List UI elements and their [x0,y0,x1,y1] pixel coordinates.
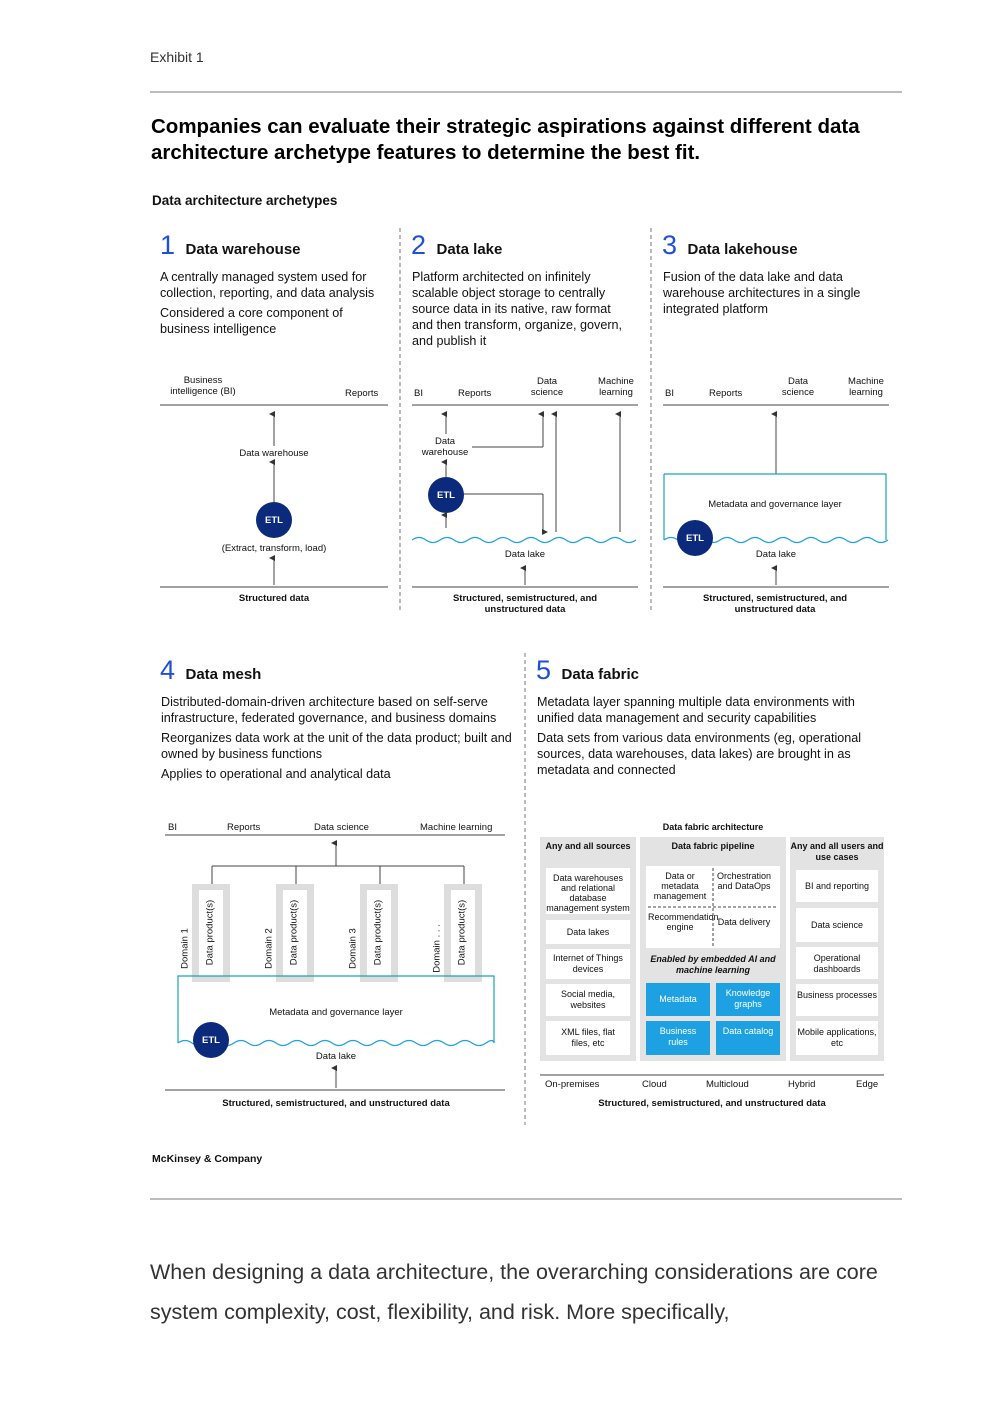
d3-layer-label: Metadata and governance layer [708,499,842,510]
d5-pipeline-item: Orchestration and DataOps [716,871,772,891]
d4-bottom-label: Structured, semistructured, and unstructured data [222,1098,450,1109]
d4-product-1: Data product(s) [204,899,216,966]
desc-line: A centrally managed system used for collection, reporting, and data analysis [160,270,375,300]
d5-blue-item: Metadata [659,994,697,1004]
archetype-5-number: 5 [536,655,552,685]
desc-line: Data sets from various data environments (eg, operational sources, data warehouses, data lakes) are brought in as metadata and connected [537,731,862,777]
d5-pipeline-item: Data delivery [717,917,771,927]
data-lake-wave [412,538,636,543]
d5-env-item: Hybrid [788,1079,816,1090]
archetype-2-number: 2 [411,230,427,260]
d5-env-item: On-premises [545,1079,600,1090]
d5-user-item: Data science [810,920,864,930]
d5-sources-head: Any and all sources [545,841,631,851]
d4-science-label: Data science [314,822,369,833]
d4-bi-label: BI [168,822,177,833]
d5-source-item: Internet of Things devices [553,953,623,974]
d5-blue-item: Knowledge graphs [725,988,771,1009]
d4-product-3: Data product(s) [372,899,384,966]
archetype-4-number: 4 [160,655,176,685]
d5-pipeline-item: Recommendation engine [648,912,719,932]
d5-source-item: XML files, flat files, etc [561,1027,615,1048]
d4-etl-label: ETL [202,1035,220,1046]
d4-reports-label: Reports [227,822,261,833]
d5-user-item: Business processes [796,990,878,1000]
d5-env-item: Edge [856,1079,879,1090]
d1-etl-caption: (Extract, transform, load) [221,543,327,554]
d3-reports-label: Reports [709,388,743,399]
d5-enabled-note: Enabled by embedded AI and machine learning [650,954,776,975]
d3-science-label: Data science [781,376,815,398]
d5-bottom-label: Structured, semistructured, and unstructured data [598,1098,826,1109]
archetype-3-title: Data lakehouse [687,241,798,258]
archetype-2-title: Data lake [436,241,503,258]
d3-lake-label: Data lake [755,549,797,560]
d5-title: Data fabric architecture [662,822,764,832]
d2-science-label: Data science [530,376,564,398]
d3-ml-label: Machine learning [848,376,884,398]
d4-product-n: Data product(s) [456,899,468,966]
d3-bottom-label: Structured, semistructured, and unstructured data [702,593,848,615]
d2-bottom-label: Structured, semistructured, and unstructured data [452,593,598,615]
desc-line: Distributed-domain-driven architecture based on self-serve infrastructure, federated governance, and business domains [161,695,497,725]
d5-pipeline-item: Data or metadata management [653,871,707,901]
d4-layer-label: Metadata and governance layer [269,1007,403,1018]
archetype-3-number: 3 [662,230,678,260]
desc-line: Reorganizes data work at the unit of the data product; built and owned by business functions [161,731,512,761]
d5-user-item: BI and reporting [804,881,870,891]
d5-env-item: Multicloud [706,1079,749,1090]
headline: Companies can evaluate their strategic aspirations against different data architecture archetype features to determine the best fit. [151,115,860,164]
exhibit-label: Exhibit 1 [150,49,204,65]
archetype-1-title: Data warehouse [185,241,301,258]
d4-ml-label: Machine learning [420,822,493,833]
d5-env-item: Cloud [642,1079,667,1090]
d4-domain-3: Domain 3 [347,928,359,969]
d2-reports-label: Reports [458,388,492,399]
d4-domain-2: Domain 2 [263,928,275,969]
desc-line: Fusion of the data lake and data warehouse architectures in a single integrated platform [663,270,861,316]
d4-domain-n: Domain . . . [431,924,443,973]
desc-line: Platform architected on infinitely scalable object storage to centrally source data in its native, raw format and then transform, organize, govern, and publish it [412,270,623,348]
d1-bottom-label: Structured data [238,593,310,604]
d4-domain-1: Domain 1 [179,928,191,969]
d2-ml-label: Machine learning [598,376,634,398]
d5-source-item: Data warehouses and relational database management system [546,873,630,913]
subhead: Data architecture archetypes [152,193,338,208]
d4-product-2: Data product(s) [288,899,300,966]
d5-user-item: Operational dashboards [813,953,861,974]
d4-lake-label: Data lake [315,1051,357,1062]
d3-bi-label: BI [665,388,674,399]
desc-line: Considered a core component of business intelligence [160,306,343,336]
d1-reports-label: Reports [345,388,379,399]
d1-warehouse-label: Data warehouse [239,448,309,459]
d5-source-item: Social media, websites [560,989,616,1010]
archetype-4-title: Data mesh [185,666,262,683]
d2-etl-label: ETL [437,490,455,501]
diagram-1 [160,405,388,587]
d5-users-head: Any and all users and use cases [790,841,884,862]
d2-warehouse-label: Data warehouse [421,436,469,458]
archetype-5-title: Data fabric [561,666,640,683]
source-logo: McKinsey & Company [152,1153,263,1165]
desc-line: Applies to operational and analytical data [161,767,391,781]
d1-bi-label: Business intelligence (BI) [170,375,236,397]
bottom-rule [150,1198,902,1200]
d2-lake-label: Data lake [504,549,546,560]
archetype-1-number: 1 [160,230,176,260]
d5-blue-item: Data catalog [722,1026,774,1036]
d2-bi-label: BI [414,388,423,399]
body-paragraph: When designing a data architecture, the overarching considerations are core system complexity, cost, flexibility, and risk. More specifically, [150,1260,878,1324]
d5-pipeline-head: Data fabric pipeline [671,841,755,851]
d5-blue-item: Business rules [659,1026,697,1047]
d1-etl-label: ETL [265,515,283,526]
desc-line: Metadata layer spanning multiple data environments with unified data management and security capabilities [537,695,855,725]
d3-etl-label: ETL [686,533,704,544]
d5-source-item: Data lakes [566,927,610,937]
d5-user-item: Mobile applications, etc [797,1027,877,1048]
